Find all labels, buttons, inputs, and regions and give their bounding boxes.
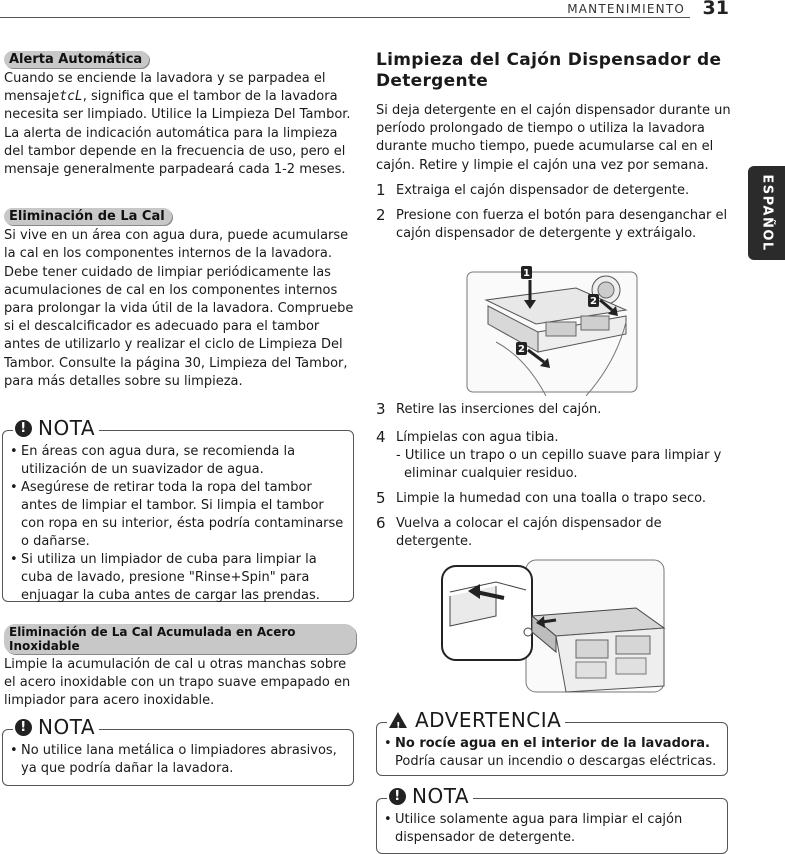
step-number: 1 (376, 180, 386, 199)
step-item (376, 429, 732, 447)
step-text: Vuelva a colocar el cajón dispensador de detergente. (396, 516, 662, 549)
language-tab-label: ESPAÑOL (759, 174, 774, 252)
nota-title-2 (13, 715, 99, 739)
advertencia-bold: No rocíe agua en el interior de la lavadora. (395, 736, 710, 751)
nota-box-2 (2, 715, 354, 786)
step-number: 5 (376, 489, 386, 507)
drawer-reinsert-illustration (436, 556, 668, 696)
step-item (376, 207, 732, 243)
nota-item: • No utilice lana metálica o limpiadores abrasivos, ya que podría dañar la lavadora. (7, 742, 345, 778)
advertencia-item (381, 735, 719, 771)
header-rule (0, 17, 690, 18)
nota-title-1 (13, 416, 99, 440)
nota-item: • Utilice solamente agua para limpiar el cajón dispensador de detergente. (381, 811, 719, 847)
left-column (4, 48, 356, 391)
step-number: 2 (376, 205, 386, 224)
nota-item: • Asegúrese de retirar toda la ropa del tambor antes de limpiar el tambor. Si limpia el tambor con ropa en su interior, ésta podría contaminarse o dañarse. (7, 479, 345, 551)
step-item (376, 182, 732, 200)
page-header (0, 0, 785, 24)
advertencia-box (376, 708, 728, 776)
step-number: 3 (376, 400, 386, 418)
inox-text: Limpie la acumulación de cal u otras manchas sobre el acero inoxidable con un trapo suave empapado en limpiador para acero inoxidable. (4, 657, 351, 709)
exclamation-icon: ! (389, 788, 406, 805)
nota-list-1 (7, 443, 345, 605)
nota-list-3 (381, 811, 719, 847)
nota-item: • Si utiliza un limpiador de cuba para limpiar la cuba de lavado, presione "Rinse+Spin" para enjuagar la cuba antes de cargar las prendas. (7, 551, 345, 605)
exclamation-icon: ! (15, 420, 32, 437)
step-item (376, 401, 732, 419)
step-text: Presione con fuerza el botón para desenganchar el cajón dispensador de detergente y extráigalo. (396, 207, 728, 241)
advertencia-rest: Podría causar un incendio o descargas eléctricas. (395, 754, 717, 769)
step-text: Límpielas con agua tibia. (396, 430, 559, 445)
step-text: Retire las inserciones del cajón. (396, 402, 602, 417)
nota-item: • En áreas con agua dura, se recomienda la utilización de un suavizador de agua. (7, 443, 345, 479)
figure-label-3: 2 (518, 344, 525, 355)
nota-box-3 (376, 784, 728, 854)
advertencia-title (387, 708, 565, 732)
step-text: Limpie la humedad con una toalla o trapo seco. (396, 491, 706, 506)
advertencia-label: ADVERTENCIA (415, 708, 562, 732)
drawer-release-illustration (466, 262, 644, 396)
substep-text: - Utilice un trapo o un cepillo suave para limpiar y eliminar cualquier residuo. (396, 448, 722, 481)
alerta-text-before: Cuando se enciende la lavadora y se parpadea el mensaje (4, 71, 326, 105)
figure-label-2: 2 (590, 296, 597, 307)
section-title: MANTENIMIENTO (567, 2, 685, 16)
alerta-text (4, 70, 356, 179)
language-tab (748, 166, 785, 260)
cal-heading: Eliminación de La Cal (4, 208, 172, 225)
right-column (376, 50, 732, 243)
figure-label-1: 1 (523, 268, 530, 279)
nota-list-2 (7, 742, 345, 778)
nota-box-1 (2, 416, 354, 603)
step-number: 4 (376, 428, 386, 446)
nota-label-1: NOTA (38, 416, 96, 440)
nota-title-3 (387, 784, 473, 808)
inox-section (4, 624, 356, 711)
nota-label-2: NOTA (38, 715, 96, 739)
exclamation-icon: ! (15, 719, 32, 736)
cajon-intro: Si deja detergente en el cajón dispensador durante un período prolongado de tiempo o utiliza la lavadora durante mucho tiempo, puede acumularse cal en el cajón. Retire y limpie el cajón una vez por semana. (376, 103, 731, 173)
cajon-title: Limpieza del Cajón Dispensador de Detergente (376, 50, 722, 91)
advertencia-list (381, 735, 719, 771)
step-text: Extraiga el cajón dispensador de detergente. (396, 182, 690, 198)
cal-section (4, 205, 356, 391)
step-number: 6 (376, 514, 386, 532)
steps-continued (376, 394, 732, 551)
warning-icon: ! (389, 712, 407, 728)
alerta-text-after: , significa que el tambor de la lavadora necesita ser limpiado. Utilice la Limpieza Del Tambor. La alerta de indicación automática para la limpieza del tambor depende en la frecuencia de uso, pero el mensaje generalmente parpadeará cada 1-2 meses. (4, 89, 351, 178)
page-number: 31 (702, 0, 729, 19)
step-item (376, 490, 732, 508)
inox-heading: Eliminación de La Cal Acumulada en Acero Inoxidable (4, 624, 356, 654)
alerta-heading: Alerta Automática (4, 51, 149, 68)
step-item (376, 515, 732, 551)
tcl-code: tcL (59, 89, 83, 105)
cal-text: Si vive en un área con agua dura, puede acumularse la cal en los componentes internos de la lavadora. Debe tener cuidado de limpiar periódicamente las acumulaciones de cal en los componentes internos para prolongar la vida útil de la lavadora. Compruebe si el descalcificador es adecuado para el tambor antes de utilizarlo y realizar el ciclo de Limpieza Del Tambor. Consulte la página 30, Limpieza del Tambor, para más detalles sobre su limpieza. (4, 228, 354, 389)
nota-label-3: NOTA (412, 784, 470, 808)
alerta-section (4, 48, 356, 179)
